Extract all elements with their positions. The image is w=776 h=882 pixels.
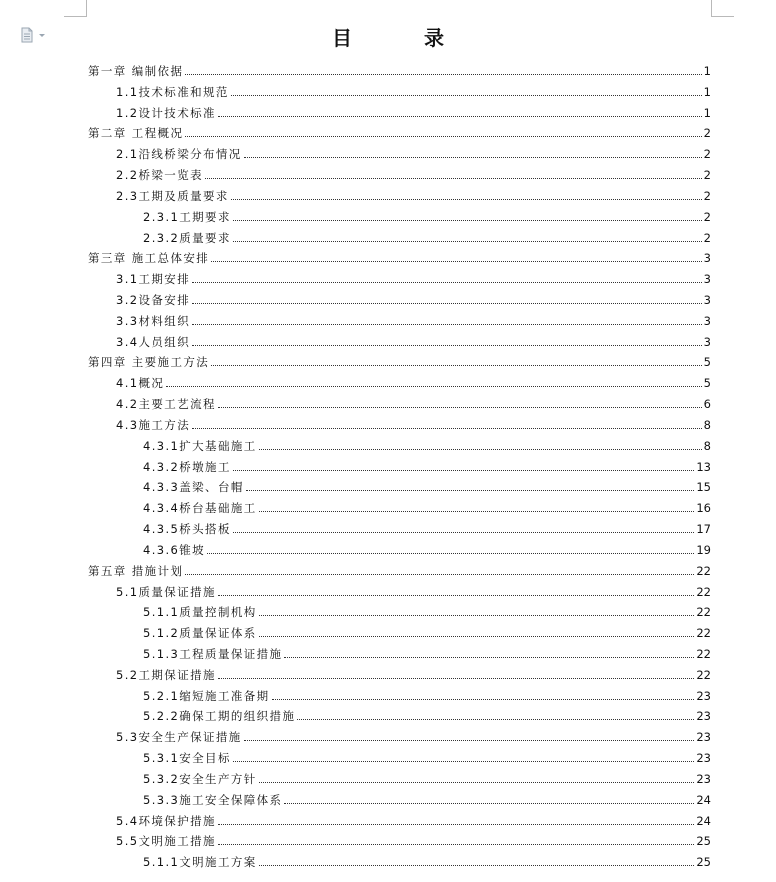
- toc-page-number: 24: [696, 813, 711, 828]
- toc-entry-title: 5.1.3工程质量保证措施: [143, 646, 283, 661]
- toc-page-number: 5: [703, 355, 711, 370]
- toc-entry-title: 第三章 施工总体安排: [88, 251, 210, 266]
- toc-entry-title: 5.4环境保护措施: [116, 813, 216, 828]
- toc-page-number: 23: [696, 688, 711, 703]
- toc-entry[interactable]: [116, 662, 711, 682]
- toc-dot-leader: [218, 677, 694, 679]
- toc-entry[interactable]: [88, 558, 711, 578]
- toc-page-number: 23: [696, 730, 711, 745]
- toc-page-number: 3: [703, 334, 711, 349]
- toc-entry-title: 5.3.3施工安全保障体系: [143, 792, 283, 807]
- toc-entry[interactable]: [143, 849, 711, 869]
- toc-entry-title: 5.5文明施工措施: [116, 834, 216, 849]
- toc-entry[interactable]: [143, 454, 711, 474]
- toc-entry-title: 第五章 措施计划: [88, 563, 184, 578]
- toc-entry-title: 1.2设计技术标准: [116, 105, 216, 120]
- toc-page-number: 25: [696, 855, 711, 870]
- toc-dot-leader: [244, 739, 695, 741]
- toc-entry[interactable]: [143, 516, 711, 536]
- toc-entry[interactable]: [116, 370, 711, 390]
- toc-entry[interactable]: [143, 766, 711, 786]
- toc-dot-leader: [231, 198, 702, 200]
- toc-entry[interactable]: [116, 391, 711, 411]
- toc-entry-title: 5.2工期保证措施: [116, 667, 216, 682]
- toc-page-number: 8: [703, 438, 711, 453]
- toc-entry-title: 2.1沿线桥梁分布情况: [116, 147, 242, 162]
- toc-entry[interactable]: [116, 162, 711, 182]
- toc-page-number: 8: [703, 417, 711, 432]
- toc-dot-leader: [205, 177, 702, 179]
- toc-dot-leader: [218, 823, 694, 825]
- toc-entry[interactable]: [143, 495, 711, 515]
- toc-page-number: 3: [703, 313, 711, 328]
- toc-entry-title: 第一章 编制依据: [88, 64, 184, 78]
- toc-entry-title: 5.2.2确保工期的组织措施: [143, 709, 296, 724]
- toc-entry[interactable]: [88, 245, 711, 265]
- toc-entry-title: 5.2.1缩短施工准备期: [143, 688, 270, 703]
- toc-dot-leader: [233, 760, 694, 762]
- toc-page-number: 22: [696, 626, 711, 641]
- toc-entry[interactable]: [88, 120, 711, 140]
- toc-dot-leader: [185, 573, 694, 575]
- toc-entry-title: 第四章 主要施工方法: [88, 355, 210, 370]
- toc-dot-leader: [218, 843, 694, 845]
- toc-entry-title: 4.3.4桥台基础施工: [143, 501, 257, 516]
- toc-page-number: 22: [696, 605, 711, 620]
- toc-entry[interactable]: [143, 641, 711, 661]
- toc-entry[interactable]: [143, 537, 711, 557]
- toc-dot-leader: [218, 406, 702, 408]
- toc-entry-title: 5.3安全生产保证措施: [116, 730, 242, 745]
- toc-entry[interactable]: [143, 225, 711, 245]
- toc-entry-title: 3.4人员组织: [116, 334, 191, 349]
- toc-dot-leader: [192, 344, 702, 346]
- toc-entry-title: 5.3.1安全目标: [143, 751, 231, 766]
- toc-entry-title: 2.2桥梁一览表: [116, 168, 203, 183]
- toc-entry-title: 4.3.2桥墩施工: [143, 459, 231, 474]
- page-corner-marker-right: [711, 0, 734, 17]
- toc-entry-title: 5.1.1质量控制机构: [143, 605, 257, 620]
- toc-entry-title: 3.3材料组织: [116, 313, 191, 328]
- toc-entry[interactable]: [116, 808, 711, 828]
- toc-entry[interactable]: [116, 100, 711, 120]
- toc-page-number: 2: [703, 147, 711, 162]
- toc-dot-leader: [211, 260, 702, 262]
- toc-entry[interactable]: [116, 308, 711, 328]
- toc-entry[interactable]: [116, 183, 711, 203]
- toc-entry-title: 3.2设备安排: [116, 293, 191, 308]
- toc-page-number: 22: [696, 667, 711, 682]
- toc-entry[interactable]: [116, 329, 711, 349]
- toc-dot-leader: [244, 156, 702, 158]
- toc-page-number: 17: [696, 522, 711, 537]
- toc-page-number: 2: [703, 168, 711, 183]
- toc-dot-leader: [297, 718, 694, 720]
- toc-dot-leader: [284, 656, 694, 658]
- toc-dot-leader: [192, 281, 702, 283]
- toc-entry[interactable]: [116, 266, 711, 286]
- toc-entry-title: 3.1工期安排: [116, 272, 191, 287]
- toc-entry[interactable]: [143, 433, 711, 453]
- toc-entry-title: 第二章 工程概况: [88, 126, 184, 141]
- toc-page-number: 23: [696, 771, 711, 786]
- toc-entry[interactable]: [143, 683, 711, 703]
- toc-entry[interactable]: [116, 724, 711, 744]
- toc-entry-title: 5.1.2质量保证体系: [143, 626, 257, 641]
- toc-page-number: 13: [696, 459, 711, 474]
- toc-page-number: 22: [696, 563, 711, 578]
- toc-entry[interactable]: [116, 828, 711, 848]
- toc-page-number: 5: [703, 376, 711, 391]
- toc-page-number: 2: [703, 188, 711, 203]
- toc-entry[interactable]: [88, 58, 711, 78]
- toc-entry-title: 4.3施工方法: [116, 417, 191, 432]
- toc-dot-leader: [231, 94, 702, 96]
- toc-page-number: 22: [696, 584, 711, 599]
- toc-entry-title: 4.2主要工艺流程: [116, 397, 216, 412]
- toc-dot-leader: [185, 135, 701, 137]
- toc-entry[interactable]: [143, 703, 711, 723]
- toc-dot-leader: [233, 240, 702, 242]
- toc-page-number: 3: [703, 272, 711, 287]
- toc-page-number: 1: [703, 64, 711, 78]
- toc-entry-title: 4.3.3盖梁、台帽: [143, 480, 244, 495]
- page-title: 目 录: [332, 26, 470, 50]
- toc-page-number: 23: [696, 751, 711, 766]
- toc-entry[interactable]: [143, 787, 711, 807]
- toc-dot-leader: [259, 635, 695, 637]
- toc-page-number: 22: [696, 646, 711, 661]
- toc-dot-leader: [211, 364, 702, 366]
- toc-page-number: 1: [703, 105, 711, 120]
- toc-dot-leader: [166, 385, 701, 387]
- toc-entry-title: 4.3.1扩大基础施工: [143, 438, 257, 453]
- toc-page-number: 25: [696, 834, 711, 849]
- toc-dot-leader: [207, 552, 694, 554]
- toc-page-number: 2: [703, 209, 711, 224]
- toc-entry-title: 2.3工期及质量要求: [116, 188, 229, 203]
- toc-page-number: 16: [696, 501, 711, 516]
- toc-page-number: 3: [703, 251, 711, 266]
- toc-dot-leader: [192, 427, 702, 429]
- toc-entry[interactable]: [116, 141, 711, 161]
- toc-entry-title: 5.1.1文明施工方案: [143, 855, 257, 870]
- toc-page-number: 2: [703, 126, 711, 141]
- toc-entry[interactable]: [88, 349, 711, 369]
- toc-entry-title: 2.3.1工期要求: [143, 209, 231, 224]
- toc-entry[interactable]: [143, 620, 711, 640]
- toc-dot-leader: [272, 698, 695, 700]
- toc-dot-leader: [259, 614, 695, 616]
- toc-entry-title: 4.3.5桥头搭板: [143, 522, 231, 537]
- toc-dot-leader: [218, 594, 694, 596]
- toc-page-number: 15: [696, 480, 711, 495]
- toc-page-number: 3: [703, 293, 711, 308]
- toc-entry[interactable]: [116, 579, 711, 599]
- toc-dot-leader: [233, 469, 694, 471]
- toc-page-number: 6: [703, 397, 711, 412]
- toc-page-number: 23: [696, 709, 711, 724]
- toc-dot-leader: [218, 115, 702, 117]
- toc-entry-title: 1.1技术标准和规范: [116, 84, 229, 99]
- toc-entry-title: 4.3.6锥坡: [143, 542, 206, 557]
- page-corner-marker-left: [64, 0, 87, 17]
- toc-dot-leader: [233, 219, 702, 221]
- toc-entry[interactable]: [116, 287, 711, 307]
- toc-entry[interactable]: [143, 474, 711, 494]
- toc-entry-title: 2.3.2质量要求: [143, 230, 231, 245]
- toc-dot-leader: [259, 864, 695, 866]
- toc-dot-leader: [259, 781, 695, 783]
- toc-entry-title: 5.3.2安全生产方针: [143, 771, 257, 786]
- toc-dot-leader: [259, 448, 702, 450]
- toc-page-number: 24: [696, 792, 711, 807]
- toc-entry[interactable]: [143, 599, 711, 619]
- toc-dot-leader: [246, 489, 695, 491]
- toc-entry-title: 4.1概况: [116, 376, 165, 391]
- toc-entry[interactable]: [116, 412, 711, 432]
- toc-dot-leader: [259, 510, 695, 512]
- toc-page-number: 1: [703, 84, 711, 99]
- toc-dot-leader: [185, 73, 701, 75]
- toc-dot-leader: [233, 531, 694, 533]
- toc-entry[interactable]: [143, 745, 711, 765]
- toc-dot-leader: [192, 323, 702, 325]
- toc-entry[interactable]: [143, 204, 711, 224]
- toc-page-number: 2: [703, 230, 711, 245]
- toc-dot-leader: [284, 802, 694, 804]
- toc-page-number: 19: [696, 542, 711, 557]
- toc-dot-leader: [192, 302, 702, 304]
- toc-entry-title: 5.1质量保证措施: [116, 584, 216, 599]
- toc-entry[interactable]: [116, 79, 711, 99]
